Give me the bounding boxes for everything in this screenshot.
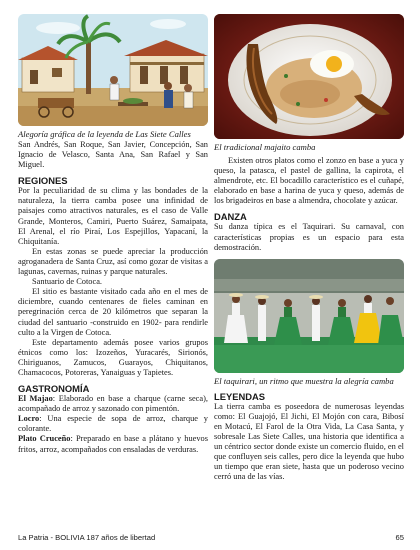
- majaito-dish-image: [214, 14, 404, 139]
- figure-caption: Alegoría gráfica de la leyenda de Las Siete Calles: [18, 129, 191, 139]
- danza-heading: DANZA: [214, 211, 247, 223]
- majaito-caption: El tradicional majaito camba: [214, 142, 316, 152]
- regiones-paragraph-1: Por la peculiaridad de su clima y las bondades de la naturaleza, la tierra camba posee una infinidad de paisajes como atractivos naturales, es el caso de Valle Grande, Monteros, Camiri, Puerto Suárez, Samaipata, El Arenal, el río Piraí, Los Espejillos, Yapacaní, la Chiquitanía.: [18, 186, 208, 246]
- majao-entry: [18, 394, 208, 414]
- gastronomia-heading: GASTRONOMÍA: [18, 383, 90, 395]
- regiones-paragraph-2: En estas zonas se puede apreciar la producción agroganadera de Santa Cruz, así como gozar de visitas a lagunas, cavernas, ruinas y parque naturales.: [18, 246, 208, 277]
- page-number: 65: [395, 533, 404, 542]
- page-footer: [18, 533, 404, 542]
- regiones-paragraph-4: El sitio es bastante visitado cada año en el mes de diciembre, cuando centenares de fieles caminan en peregrinación cerca de 20 kilómetros que separan la ciudad del santuario -construido en 1902- para rendirle culto a la Virgen de Cotoca.: [18, 287, 208, 337]
- regiones-paragraph-3: Santuario de Cotoca.: [32, 277, 103, 287]
- leyendas-paragraph: La tierra camba es poseedora de numerosas leyendas como: El Guajojó, El Jichi, El Mojón con cara, Bibosí en Motacú, El Farol de la Otra Vida, La Casa Santa, y sobresale Las Siete Calles, una historia que identifica a un céntrico sector donde existe un comercio fluido, en el que confluyen seis calles, pero dice la leyenda que hubo un tiempo que eran siete, hasta que un poderoso vecino cerró una de las vías.: [214, 401, 404, 482]
- regiones-paragraph-5: Este departamento además posee varios grupos étnicos como los: Izozeños, Yuracarés, Sirionós, Chiriguanos, Zamucos, Guarayos, Chiquitanos, Chamacocos, Potoreras, Yanaiguas y Tapietes.: [18, 337, 208, 377]
- colonial-street-illustration: [18, 14, 208, 126]
- cruceno-term: Plato Cruceño: [18, 434, 71, 444]
- legend-illustration: [18, 14, 208, 126]
- right-column: [214, 14, 404, 483]
- majao-definition: : Elaborado en base a charque (carne seca), acompañado de arroz y sazonado con pimentón.: [18, 394, 208, 414]
- locro-definition: : Una especie de sopa de arroz, charque y colorante.: [18, 414, 208, 434]
- footer-publication: La Patria - BOLIVIA 187 años de libertad: [18, 533, 156, 542]
- regiones-heading: REGIONES: [18, 175, 68, 187]
- platos-paragraph: Existen otros platos como el zonzo en base a yuca y queso, la patasca, el pastel de gallina, la capirota, el almendrote, etc. El bocadillo característico es el cuñapé, elaborado en base a harina de yuca y queso, además de los brigadeiros en base a almendra, chocolate y azúcar.: [214, 156, 404, 206]
- locro-term: Locro: [18, 414, 40, 424]
- cruceno-definition: : Preparado en base a plátano y huevos fritos, arroz, acompañados con ensaladas de verduras.: [18, 434, 208, 454]
- leyendas-heading: LEYENDAS: [214, 390, 266, 402]
- left-column: [18, 14, 208, 455]
- majaito-photo: [214, 14, 404, 139]
- taquirari-dance-image: [214, 259, 404, 373]
- locro-entry: [18, 414, 208, 434]
- taquirari-caption: El taquirari, un ritmo que muestra la alegría camba: [214, 375, 394, 386]
- towns-paragraph: San Andrés, San Roque, San Javier, Concepción, San Ignacio de Velasco, Santa Ana, San Rafael y San Miguel.: [18, 140, 208, 170]
- majao-term: El Majao: [18, 394, 53, 404]
- taquirari-photo: [214, 259, 404, 373]
- danza-paragraph: Su danza típica es el Taquirari. Su carnaval, con características propias es un espacio para esta demostración.: [214, 222, 404, 252]
- cruceno-entry: [18, 434, 208, 454]
